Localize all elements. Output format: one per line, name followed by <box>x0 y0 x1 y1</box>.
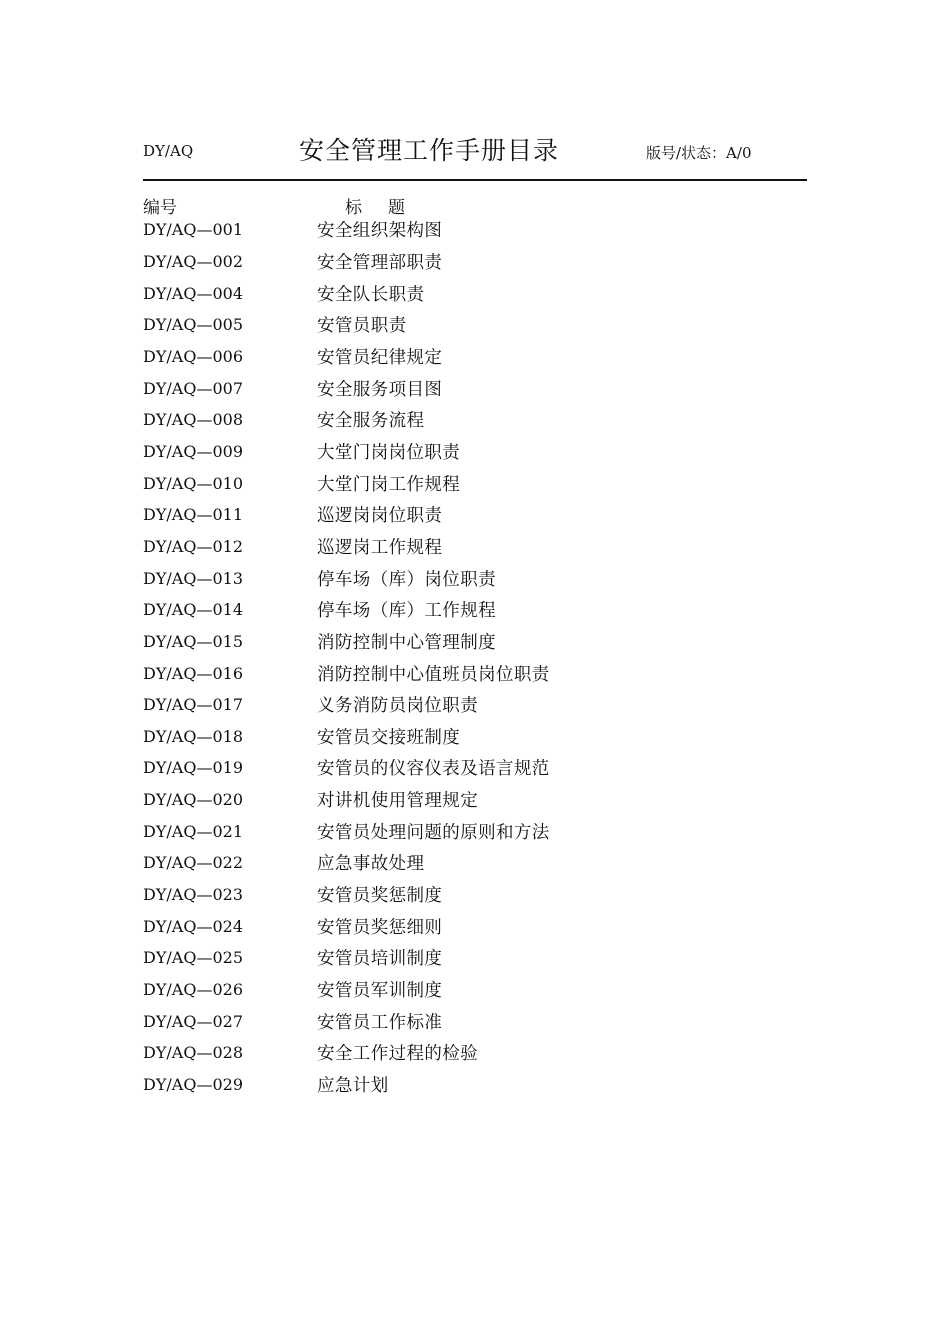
toc-entry <box>143 657 807 689</box>
toc-entry-title: 消防控制中心管理制度 <box>317 632 496 653</box>
toc-entry-title: 巡逻岗工作规程 <box>317 537 443 558</box>
toc-entry-title: 应急计划 <box>317 1076 389 1097</box>
toc-entry-title: 安管员培训制度 <box>317 949 443 970</box>
toc-entry-title: 大堂门岗岗位职责 <box>317 442 461 463</box>
toc-entry-code: DY/AQ—027 <box>143 1011 243 1031</box>
toc-entry <box>143 910 807 942</box>
toc-entry <box>143 1069 807 1101</box>
toc-entry <box>143 404 807 436</box>
toc-entry-title: 安管员职责 <box>317 316 407 337</box>
toc-entry <box>143 721 807 753</box>
toc-entry-code: DY/AQ—012 <box>143 536 243 556</box>
toc-entry <box>143 594 807 626</box>
toc-entry <box>143 467 807 499</box>
toc-entry <box>143 372 807 404</box>
toc-entry-code: DY/AQ—025 <box>143 948 243 968</box>
toc-entry-code: DY/AQ—019 <box>143 758 243 778</box>
toc-entry <box>143 752 807 784</box>
toc-entry-code: DY/AQ—024 <box>143 916 243 936</box>
toc-entry-code: DY/AQ—002 <box>143 251 243 271</box>
toc-entry <box>143 626 807 658</box>
table-of-contents <box>143 214 807 1100</box>
toc-entry <box>143 1037 807 1069</box>
toc-entry-code: DY/AQ—011 <box>143 505 243 525</box>
toc-entry <box>143 531 807 563</box>
toc-entry <box>143 974 807 1006</box>
toc-entry <box>143 277 807 309</box>
toc-entry-title: 安管员奖惩细则 <box>317 917 443 938</box>
toc-entry-title: 安全服务流程 <box>317 411 425 432</box>
toc-entry-code: DY/AQ—020 <box>143 790 243 810</box>
toc-entry-title: 安全工作过程的检验 <box>317 1044 479 1065</box>
toc-entry-code: DY/AQ—013 <box>143 568 243 588</box>
toc-entry-code: DY/AQ—022 <box>143 853 243 873</box>
toc-entry <box>143 815 807 847</box>
toc-entry <box>143 847 807 879</box>
toc-entry-title: 巡逻岗岗位职责 <box>317 506 443 527</box>
toc-entry-code: DY/AQ—008 <box>143 410 243 430</box>
toc-entry-code: DY/AQ—018 <box>143 726 243 746</box>
toc-entry-code: DY/AQ—026 <box>143 980 243 1000</box>
toc-entry-title: 义务消防员岗位职责 <box>317 696 479 717</box>
toc-entry <box>143 562 807 594</box>
toc-entry <box>143 214 807 246</box>
toc-entry-code: DY/AQ—021 <box>143 821 243 841</box>
version-status: 版号/状态：A/0 <box>646 144 752 162</box>
toc-entry-title: 安管员交接班制度 <box>317 727 461 748</box>
toc-entry-title: 安全管理部职责 <box>317 252 443 273</box>
toc-entry-code: DY/AQ—015 <box>143 631 243 651</box>
toc-entry-title: 安全服务项目图 <box>317 379 443 400</box>
toc-entry-code: DY/AQ—029 <box>143 1075 243 1095</box>
toc-entry-title: 停车场（库）岗位职责 <box>317 569 496 590</box>
toc-entry-code: DY/AQ—004 <box>143 283 243 303</box>
toc-entry-code: DY/AQ—017 <box>143 695 243 715</box>
toc-entry-title: 安全队长职责 <box>317 284 425 305</box>
column-header-code: 编号 <box>143 198 177 218</box>
toc-entry-title: 消防控制中心值班员岗位职责 <box>317 664 550 685</box>
toc-entry <box>143 784 807 816</box>
toc-entry-code: DY/AQ—023 <box>143 885 243 905</box>
header-divider <box>143 179 807 181</box>
toc-entry <box>143 436 807 468</box>
toc-entry-code: DY/AQ—028 <box>143 1043 243 1063</box>
toc-entry <box>143 1005 807 1037</box>
toc-entry-title: 安管员处理问题的原则和方法 <box>317 822 550 843</box>
toc-entry <box>143 879 807 911</box>
column-header-title: 标题 <box>345 198 431 218</box>
toc-entry-title: 应急事故处理 <box>317 854 425 875</box>
toc-entry <box>143 499 807 531</box>
toc-entry-title: 安管员的仪容仪表及语言规范 <box>317 759 550 780</box>
toc-entry-title: 安全组织架构图 <box>317 221 443 242</box>
toc-entry-code: DY/AQ—001 <box>143 220 243 240</box>
toc-entry <box>143 942 807 974</box>
toc-entry <box>143 341 807 373</box>
toc-entry-code: DY/AQ—007 <box>143 378 243 398</box>
toc-entry-title: 安管员纪律规定 <box>317 347 443 368</box>
page-title: 安全管理工作手册目录 <box>299 136 560 165</box>
toc-entry <box>143 689 807 721</box>
toc-entry-title: 安管员军训制度 <box>317 981 443 1002</box>
toc-entry-code: DY/AQ—016 <box>143 663 243 683</box>
toc-entry-code: DY/AQ—006 <box>143 346 243 366</box>
toc-entry-code: DY/AQ—009 <box>143 441 243 461</box>
toc-entry <box>143 309 807 341</box>
header-document-code: DY/AQ <box>143 142 194 160</box>
toc-entry-title: 大堂门岗工作规程 <box>317 474 461 495</box>
toc-entry-code: DY/AQ—005 <box>143 315 243 335</box>
toc-entry-title: 停车场（库）工作规程 <box>317 601 496 622</box>
toc-entry-title: 对讲机使用管理规定 <box>317 791 479 812</box>
toc-entry-code: DY/AQ—010 <box>143 473 243 493</box>
toc-entry <box>143 246 807 278</box>
toc-entry-code: DY/AQ—014 <box>143 600 243 620</box>
toc-entry-title: 安管员工作标准 <box>317 1012 443 1033</box>
toc-entry-title: 安管员奖惩制度 <box>317 886 443 907</box>
